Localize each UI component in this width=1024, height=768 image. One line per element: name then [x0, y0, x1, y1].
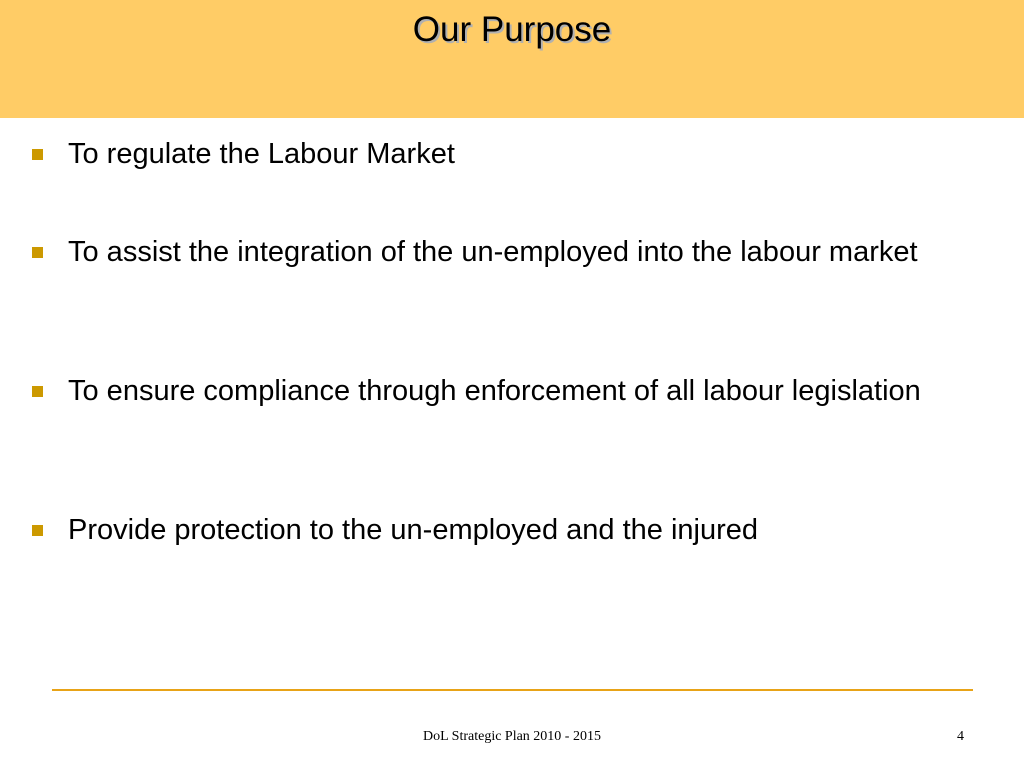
footer-divider [52, 689, 973, 691]
square-bullet-icon [32, 247, 43, 258]
bullet-text: Provide protection to the un-employed and the injured [68, 514, 758, 546]
square-bullet-icon [32, 149, 43, 160]
square-bullet-icon [32, 386, 43, 397]
square-bullet-icon [32, 525, 43, 536]
slide-title: Our Purpose [412, 10, 612, 49]
bullet-text: To regulate the Labour Market [68, 138, 455, 170]
footer-text: DoL Strategic Plan 2010 - 2015 [423, 729, 601, 744]
bullet-text: To ensure compliance through enforcement of all labour legislation [68, 375, 921, 407]
bullet-text: To assist the integration of the un-employed into the labour market [68, 236, 918, 268]
page-number: 4 [957, 729, 964, 744]
